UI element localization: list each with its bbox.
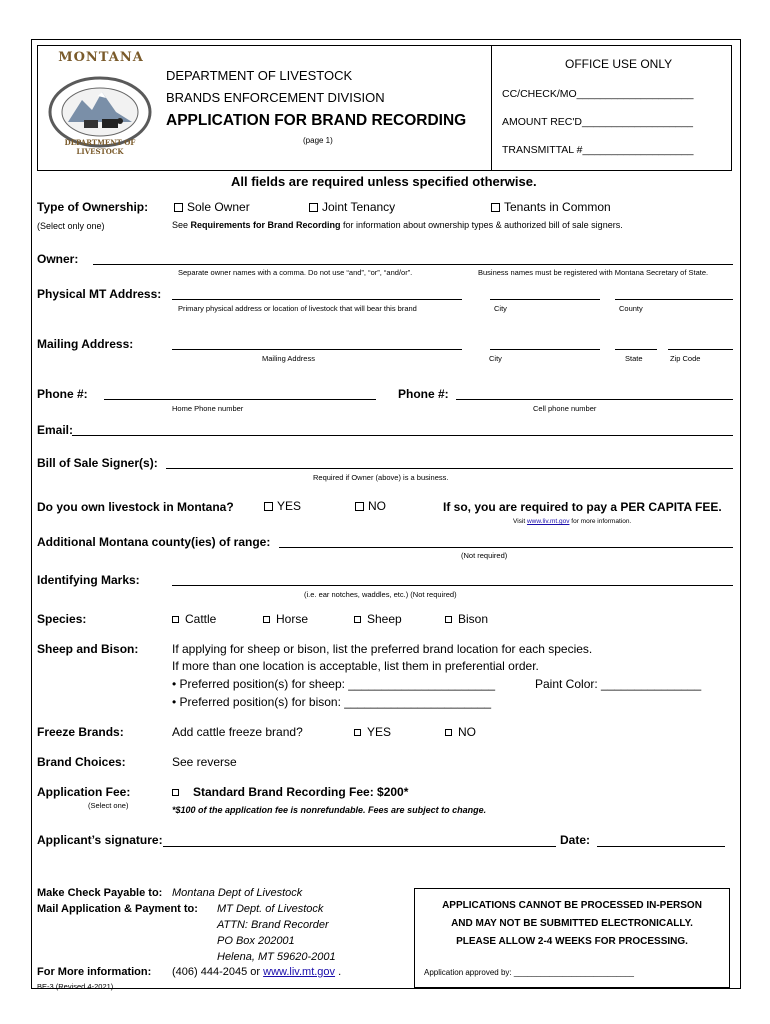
- option-tenants-common[interactable]: [491, 200, 611, 214]
- info-website-link[interactable]: www.liv.mt.gov: [263, 966, 336, 978]
- tenants-common-label: Tenants in Common: [504, 200, 611, 214]
- form-id: BE-3 (Revised 4-2021): [37, 982, 114, 991]
- notice-line-1: APPLICATIONS CANNOT BE PROCESSED IN-PERSON: [442, 900, 702, 911]
- horse-label: Horse: [276, 612, 309, 626]
- office-amount: AMOUNT REC'D___________________: [502, 116, 693, 128]
- physical-address-field[interactable]: [172, 299, 462, 300]
- physical-hint-county: County: [619, 304, 643, 313]
- mailing-zip-field[interactable]: [668, 349, 733, 350]
- email-label: Email:: [37, 423, 74, 437]
- sheep-label: Sheep: [367, 612, 402, 626]
- fee-sub: (Select one): [88, 801, 129, 810]
- mailing-city-field[interactable]: [490, 349, 600, 350]
- ownership-sub: (Select only one): [37, 221, 105, 231]
- counties-field[interactable]: [279, 547, 733, 548]
- home-phone-hint: Home Phone number: [172, 404, 244, 413]
- bison-position-field[interactable]: • Preferred position(s) for bison: ______________________: [172, 695, 492, 709]
- option-sole-owner[interactable]: [174, 200, 250, 214]
- fee-standard-label: Standard Brand Recording Fee: $200*: [193, 785, 409, 799]
- ownership-label: Type of Ownership:: [37, 200, 149, 214]
- counties-label: Additional Montana county(ies) of range:: [37, 535, 271, 549]
- tenants-common-checkbox[interactable]: [491, 203, 500, 212]
- liv-website-link[interactable]: www.liv.mt.gov: [526, 518, 570, 525]
- sole-owner-label: Sole Owner: [187, 200, 250, 214]
- freeze-no[interactable]: [445, 725, 476, 739]
- physical-hint-addr: Primary physical address or location of livestock that will bear this brand: [178, 304, 417, 313]
- form-title: APPLICATION FOR BRAND RECORDING: [166, 112, 467, 129]
- mail-line-1: MT Dept. of Livestock: [217, 903, 324, 915]
- phone1-label: Phone #:: [37, 387, 88, 401]
- header-divider: [491, 45, 492, 171]
- mail-line-4: Helena, MT 59620-2001: [217, 951, 336, 963]
- mail-line-2: ATTN: Brand Recorder: [217, 919, 329, 931]
- freeze-yes-label: YES: [367, 725, 392, 739]
- sheep-bison-label: Sheep and Bison:: [37, 642, 139, 656]
- species-cattle[interactable]: [172, 612, 216, 626]
- freeze-label: Freeze Brands:: [37, 725, 124, 739]
- marks-hint: (i.e. ear notches, waddles, etc.) (Not required): [304, 590, 457, 599]
- horse-checkbox[interactable]: [263, 616, 270, 623]
- freeze-yes[interactable]: [354, 725, 391, 739]
- owner-hint1: Separate owner names with a comma. Do not use “and”, “or”, “and/or”.: [178, 268, 413, 277]
- visit-note: Visit www.liv.mt.gov for more information.: [513, 518, 632, 525]
- counties-hint: (Not required): [461, 551, 508, 560]
- physical-label: Physical MT Address:: [37, 287, 162, 301]
- mailing-address-field[interactable]: [172, 349, 462, 350]
- own-yes-checkbox[interactable]: [264, 502, 273, 511]
- info-label: For More information:: [37, 966, 152, 978]
- per-capita-note: If so, you are required to pay a PER CAPITA FEE.: [443, 500, 722, 514]
- own-livestock-no[interactable]: [355, 499, 386, 513]
- logo-text-bottom: DEPARTMENT OF LIVESTOCK: [64, 138, 136, 156]
- cell-phone-hint: Cell phone number: [533, 404, 597, 413]
- fee-standard-option[interactable]: [172, 785, 408, 799]
- fee-note: *$100 of the application fee is nonrefundable. Fees are subject to change.: [172, 805, 487, 815]
- own-no-label: NO: [368, 499, 386, 513]
- own-no-checkbox[interactable]: [355, 502, 364, 511]
- bill-of-sale-hint: Required if Owner (above) is a business.: [313, 473, 449, 482]
- sheep-checkbox[interactable]: [354, 616, 361, 623]
- cattle-label: Cattle: [185, 612, 217, 626]
- office-use-title: OFFICE USE ONLY: [565, 57, 673, 71]
- montana-logo: [44, 50, 156, 154]
- joint-tenancy-label: Joint Tenancy: [322, 200, 396, 214]
- date-field[interactable]: [597, 846, 725, 847]
- bill-of-sale-label: Bill of Sale Signer(s):: [37, 456, 158, 470]
- division-name: BRANDS ENFORCEMENT DIVISION: [166, 90, 385, 105]
- dept-name: DEPARTMENT OF LIVESTOCK: [166, 68, 353, 83]
- mailing-label: Mailing Address:: [37, 337, 134, 351]
- ownership-note: See Requirements for Brand Recording for information about ownership types & authorized bill of sale signers.: [172, 220, 623, 230]
- freeze-yes-checkbox[interactable]: [354, 729, 361, 736]
- sheep-bison-line1: If applying for sheep or bison, list the preferred brand location for each species.: [172, 642, 593, 656]
- brand-choices-label: Brand Choices:: [37, 755, 126, 769]
- joint-tenancy-checkbox[interactable]: [309, 203, 318, 212]
- bison-checkbox[interactable]: [445, 616, 452, 623]
- cell-phone-field[interactable]: [456, 399, 733, 400]
- species-label: Species:: [37, 612, 87, 626]
- marks-field[interactable]: [172, 585, 733, 586]
- owner-hint2: Business names must be registered with Montana Secretary of State.: [478, 268, 709, 277]
- physical-county-field[interactable]: [615, 299, 733, 300]
- species-sheep[interactable]: [354, 612, 402, 626]
- date-label: Date:: [560, 833, 591, 847]
- notice-line-3: PLEASE ALLOW 2-4 WEEKS FOR PROCESSING.: [456, 936, 688, 947]
- info-contact: (406) 444-2045 or www.liv.mt.gov .: [172, 966, 342, 978]
- bill-of-sale-field[interactable]: [166, 468, 733, 469]
- cattle-checkbox[interactable]: [172, 616, 179, 623]
- own-livestock-label: Do you own livestock in Montana?: [37, 500, 234, 514]
- bison-label: Bison: [458, 612, 489, 626]
- phone2-label: Phone #:: [398, 387, 449, 401]
- mail-line-3: PO Box 202001: [217, 935, 295, 947]
- logo-text-top: MONTANA: [58, 50, 144, 65]
- option-joint-tenancy[interactable]: [309, 200, 395, 214]
- signature-label: Applicant’s signature:: [37, 833, 163, 847]
- species-bison[interactable]: [445, 612, 488, 626]
- payable-label: Make Check Payable to:: [37, 887, 163, 899]
- mailing-hint-zip: Zip Code: [670, 354, 701, 363]
- notice-line-2: AND MAY NOT BE SUBMITTED ELECTRONICALLY.: [451, 918, 693, 929]
- owner-field[interactable]: [93, 264, 733, 265]
- fee-standard-checkbox[interactable]: [172, 789, 179, 796]
- brand-choices-value: See reverse: [172, 755, 237, 769]
- office-cc-check: CC/CHECK/MO____________________: [502, 88, 694, 100]
- freeze-no-label: NO: [458, 725, 476, 739]
- sheep-position-field[interactable]: • Preferred position(s) for sheep: ______________________: [172, 677, 496, 691]
- own-yes-label: YES: [277, 499, 302, 513]
- sheep-bison-line2: If more than one location is acceptable, list them in preferential order.: [172, 659, 539, 673]
- page-number: (page 1): [303, 136, 333, 145]
- mailing-hint-city: City: [489, 354, 502, 363]
- all-fields-notice: All fields are required unless specified otherwise.: [231, 174, 537, 189]
- office-transmittal: TRANSMITTAL #___________________: [502, 144, 694, 156]
- paint-color-field[interactable]: Paint Color: _______________: [535, 677, 702, 691]
- physical-hint-city: City: [494, 304, 507, 313]
- approved-by-field[interactable]: Application approved by: ___________________________: [424, 968, 634, 977]
- home-phone-field[interactable]: [104, 399, 376, 400]
- mailing-hint-addr: Mailing Address: [262, 354, 315, 363]
- physical-city-field[interactable]: [490, 299, 600, 300]
- mailing-hint-state: State: [625, 354, 643, 363]
- freeze-no-checkbox[interactable]: [445, 729, 452, 736]
- email-field[interactable]: [72, 435, 733, 436]
- species-horse[interactable]: [263, 612, 308, 626]
- mail-label: Mail Application & Payment to:: [37, 903, 198, 915]
- fee-label: Application Fee:: [37, 785, 131, 799]
- payable-value: Montana Dept of Livestock: [172, 887, 303, 899]
- signature-field[interactable]: [163, 846, 556, 847]
- owner-label: Owner:: [37, 252, 79, 266]
- mailing-state-field[interactable]: [615, 349, 657, 350]
- freeze-question: Add cattle freeze brand?: [172, 725, 303, 739]
- own-livestock-yes[interactable]: [264, 499, 301, 513]
- sole-owner-checkbox[interactable]: [174, 203, 183, 212]
- marks-label: Identifying Marks:: [37, 573, 140, 587]
